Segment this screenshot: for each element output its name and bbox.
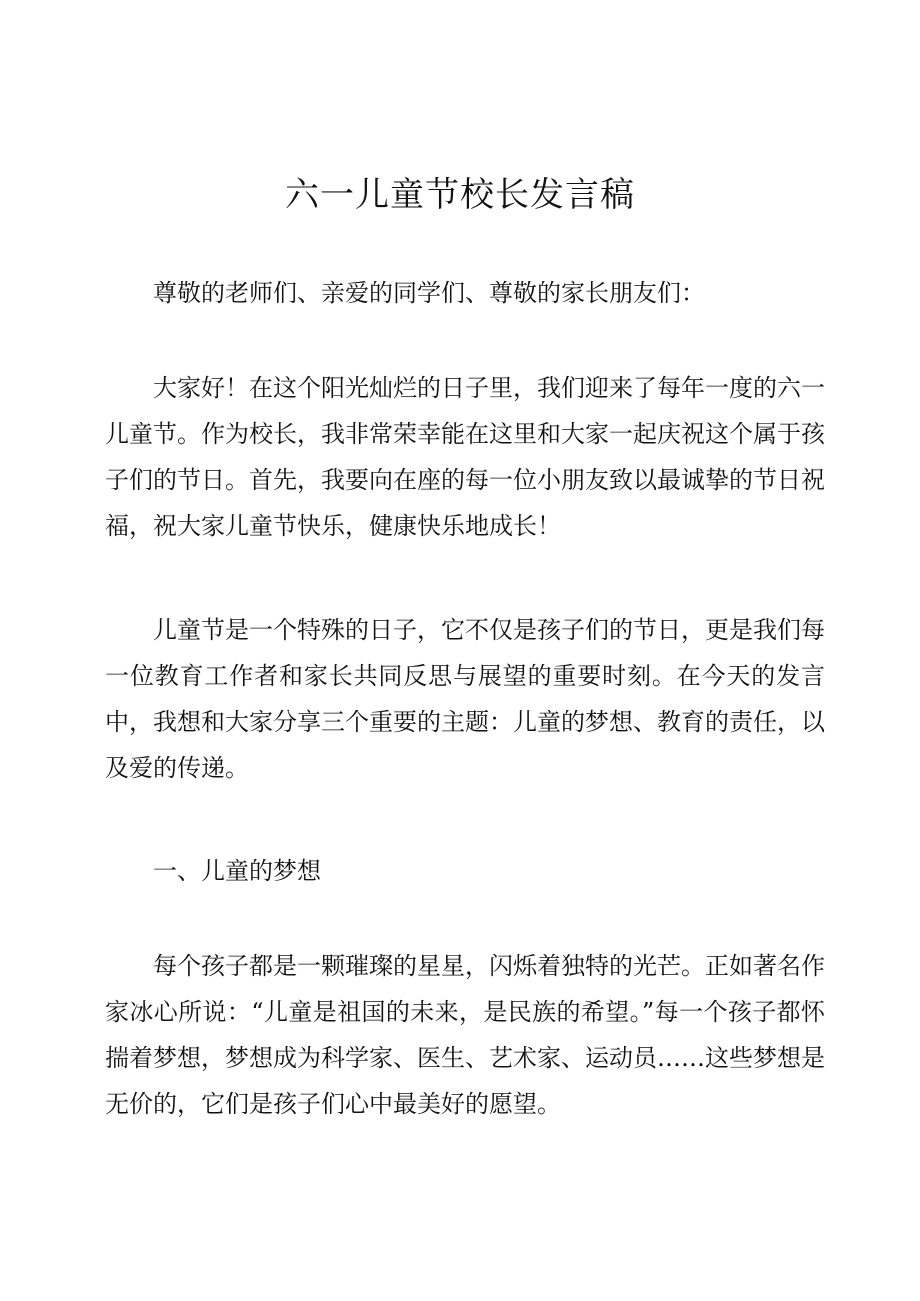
dream-paragraph: 每个孩子都是一颗璀璨的星星，闪烁着独特的光芒。正如著名作家冰心所说：“儿童是祖国的未来，是民族的希望。”每一个孩子都怀揣着梦想，梦想成为科学家、医生、艺术家、运动员……这些梦想是无价的，它们是孩子们心中最美好的愿望。 [105,952,825,1118]
section-heading-dreams: 一、儿童的梦想 [153,857,321,885]
greeting-paragraph: 尊敬的老师们、亲爱的同学们、尊敬的家长朋友们： [153,279,705,307]
theme-paragraph: 儿童节是一个特殊的日子，它不仅是孩子们的节日，更是我们每一位教育工作者和家长共同反思与展望的重要时刻。在今天的发言中，我想和大家分享三个重要的主题：儿童的梦想、教育的责任，以及爱的传递。 [105,616,825,782]
intro-paragraph: 大家好！在这个阳光灿烂的日子里，我们迎来了每年一度的六一儿童节。作为校长，我非常荣幸能在这里和大家一起庆祝这个属于孩子们的节日。首先，我要向在座的每一位小朋友致以最诚挚的节日祝福，祝大家儿童节快乐，健康快乐地成长！ [105,374,825,540]
document-title: 六一儿童节校长发言稿 [285,175,635,215]
